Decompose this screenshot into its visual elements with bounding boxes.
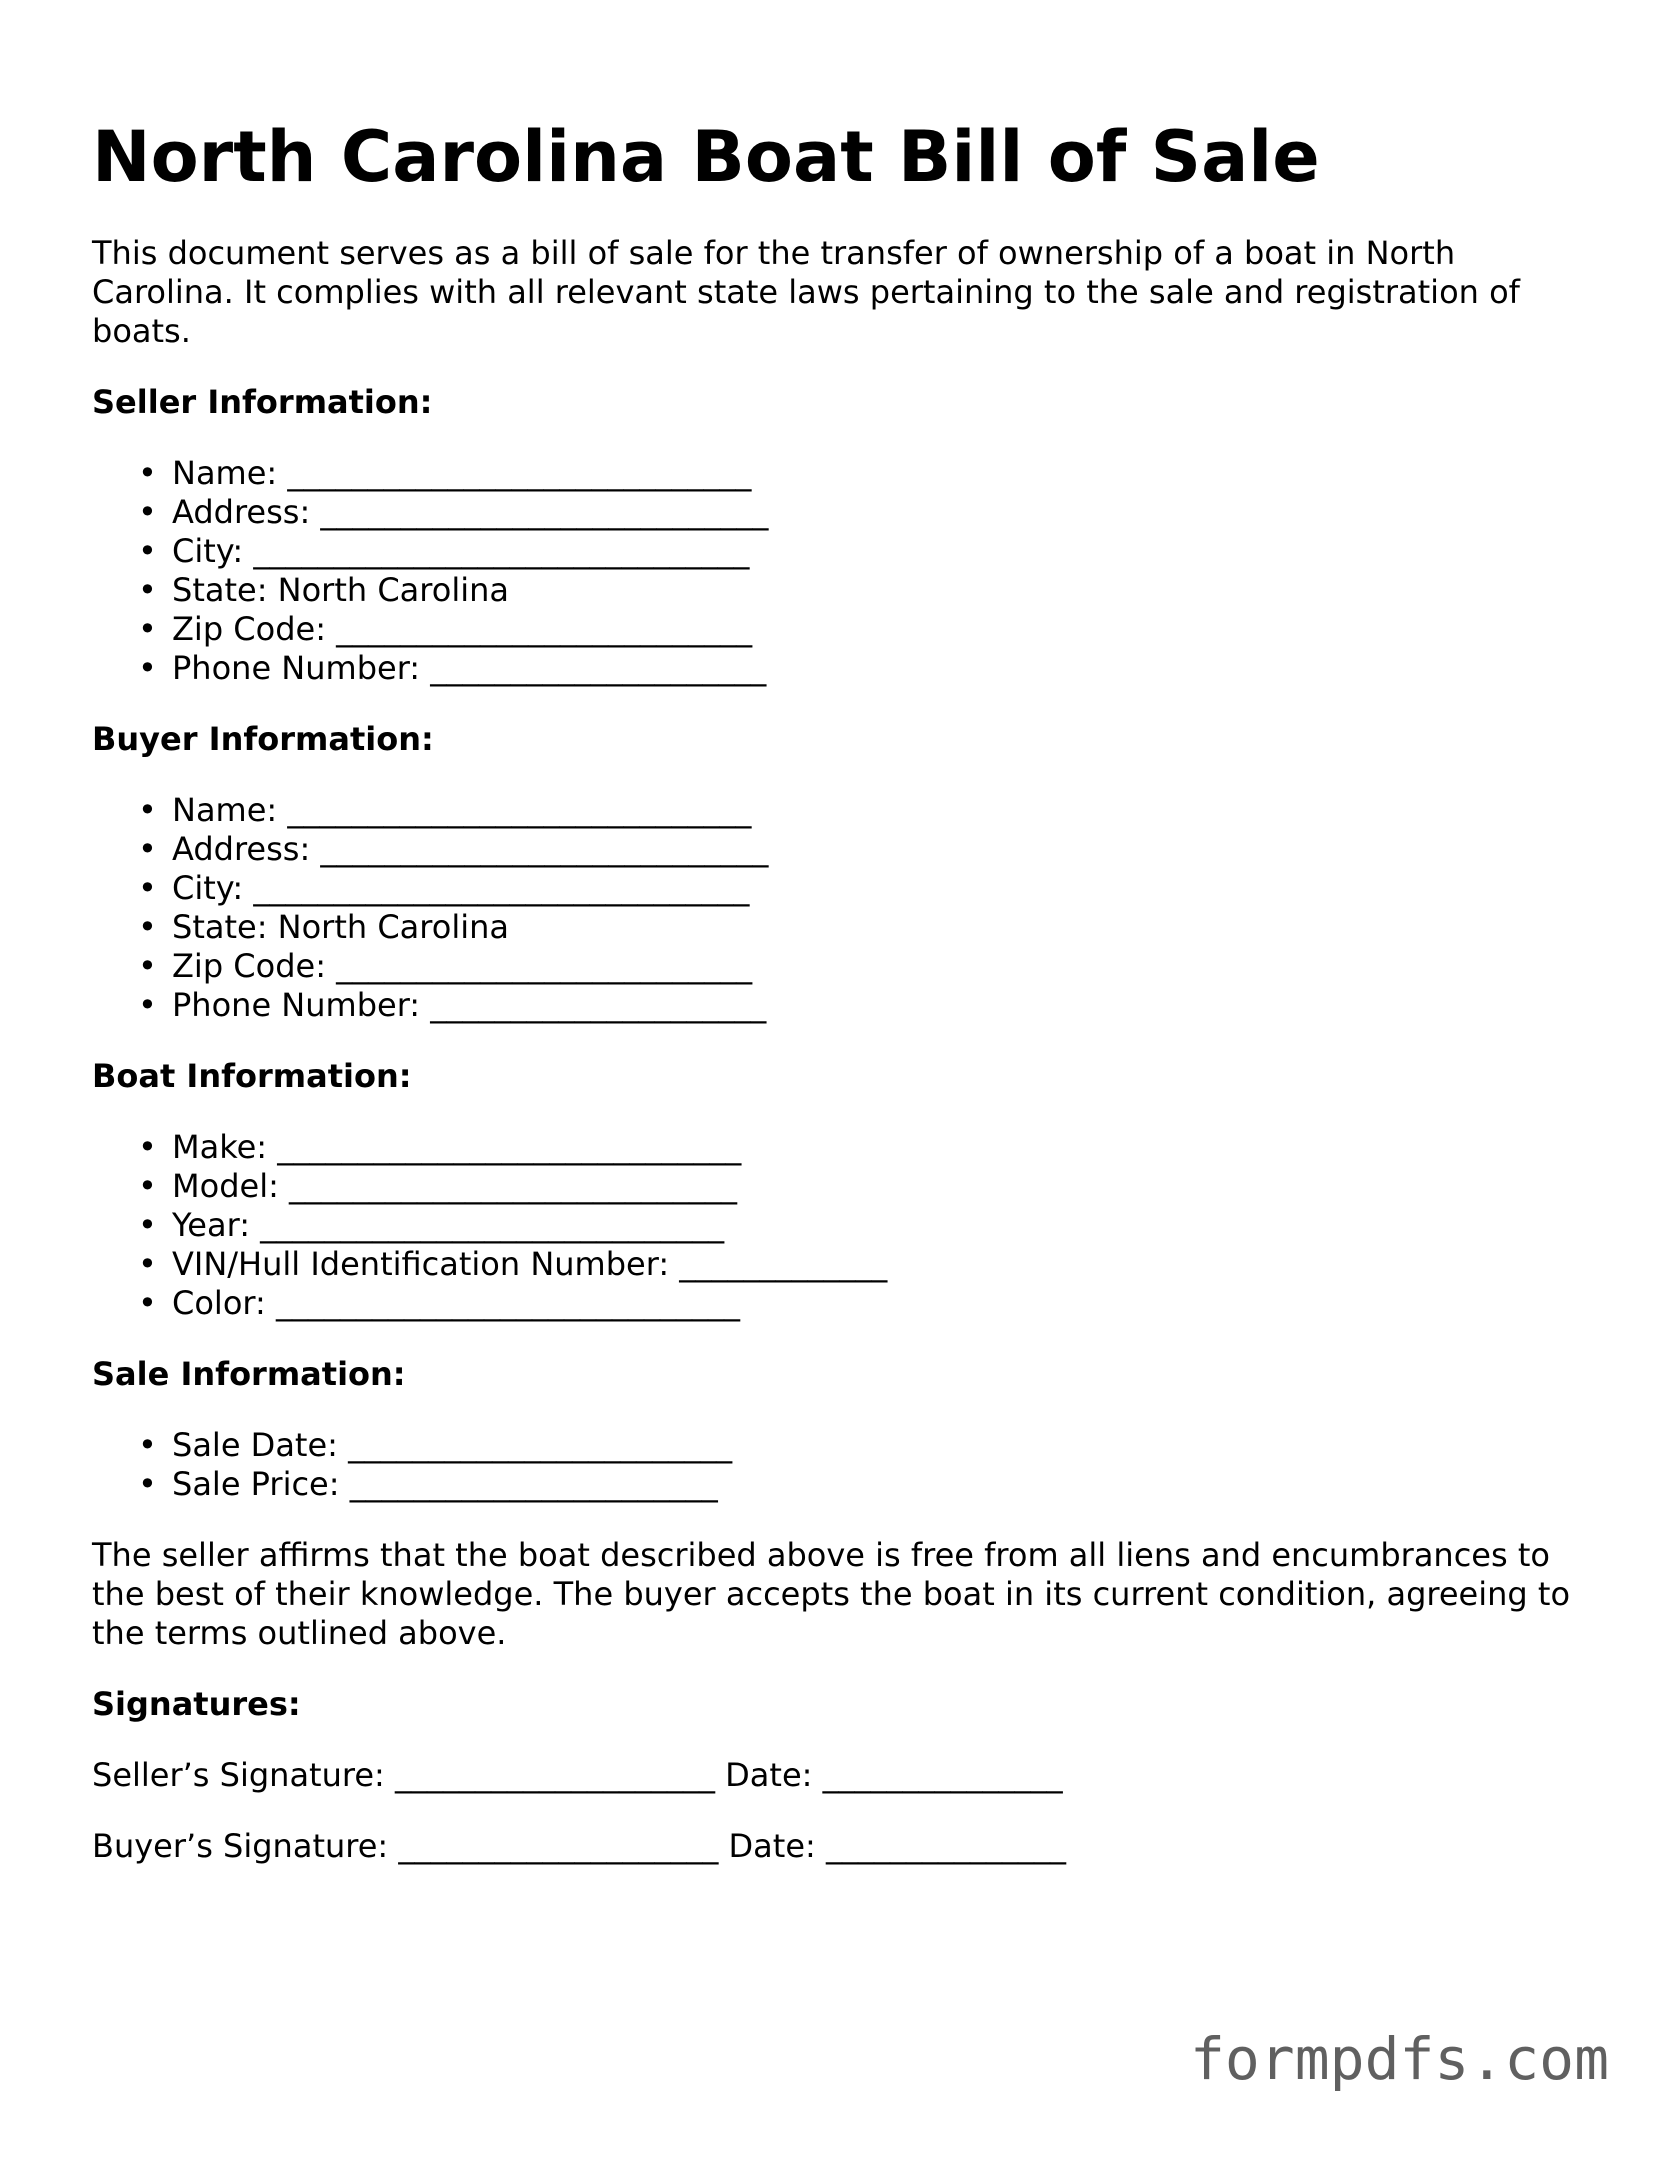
- bullet-icon: •: [138, 1128, 157, 1166]
- watermark-text: formpdfs.com: [1189, 2025, 1609, 2093]
- affirmation-paragraph: The seller affirms that the boat described above is free from all liens and encumbrances to the best of their knowledge. The buyer accepts the boat in its current condition, agreeing to the terms outlined above.: [92, 1536, 1571, 1652]
- seller-section-heading: Seller Information:: [92, 383, 433, 421]
- intro-paragraph: This document serves as a bill of sale for the transfer of ownership of a boat in North Carolina. It complies with all relevant state laws pertaining to the sale and registration of boats.: [92, 234, 1520, 350]
- buyer-signature-line: Buyer’s Signature: ____________________ Date: _______________: [92, 1827, 1066, 1865]
- seller-name-field: • Name: _____________________________: [138, 454, 752, 492]
- seller-phone-field: • Phone Number: _____________________: [138, 649, 767, 687]
- sale-price-field: • Sale Price: _______________________: [138, 1465, 718, 1503]
- bullet-icon: •: [138, 869, 157, 907]
- document-page: [92, 112, 1572, 1866]
- bullet-icon: •: [138, 986, 157, 1024]
- seller-field-list: [92, 454, 1572, 688]
- page-title: North Carolina Boat Bill of Sale: [92, 116, 1320, 198]
- bullet-icon: •: [138, 791, 157, 829]
- buyer-city-field: • City: _______________________________: [138, 869, 750, 907]
- boat-year-field: • Year: _____________________________: [138, 1206, 725, 1244]
- signatures-section-heading: Signatures:: [92, 1685, 301, 1723]
- seller-city-field: • City: _______________________________: [138, 532, 750, 570]
- bullet-icon: •: [138, 1167, 157, 1205]
- bullet-icon: •: [138, 1284, 157, 1322]
- bullet-icon: •: [138, 947, 157, 985]
- buyer-name-field: • Name: _____________________________: [138, 791, 752, 829]
- boat-make-field: • Make: _____________________________: [138, 1128, 742, 1166]
- buyer-section-heading: Buyer Information:: [92, 720, 434, 758]
- sale-field-list: [92, 1426, 1572, 1504]
- boat-section-heading: Boat Information:: [92, 1057, 412, 1095]
- bullet-icon: •: [138, 454, 157, 492]
- boat-hull-id-field: • VIN/Hull Identification Number: _____________: [138, 1245, 888, 1283]
- sale-section-heading: Sale Information:: [92, 1355, 406, 1393]
- seller-signature-line: Seller’s Signature: ____________________ Date: _______________: [92, 1756, 1063, 1794]
- bullet-icon: •: [138, 571, 157, 609]
- bullet-icon: •: [138, 649, 157, 687]
- bullet-icon: •: [138, 1206, 157, 1244]
- bullet-icon: •: [138, 1426, 157, 1464]
- seller-zip-field: • Zip Code: __________________________: [138, 610, 753, 648]
- bullet-icon: •: [138, 908, 157, 946]
- bullet-icon: •: [138, 532, 157, 570]
- buyer-address-field: • Address: ____________________________: [138, 830, 769, 868]
- sale-date-field: • Sale Date: ________________________: [138, 1426, 733, 1464]
- bullet-icon: •: [138, 830, 157, 868]
- buyer-phone-field: • Phone Number: _____________________: [138, 986, 767, 1024]
- bullet-icon: •: [138, 493, 157, 531]
- buyer-zip-field: • Zip Code: __________________________: [138, 947, 753, 985]
- seller-address-field: • Address: ____________________________: [138, 493, 769, 531]
- bullet-icon: •: [138, 1465, 157, 1503]
- boat-model-field: • Model: ____________________________: [138, 1167, 738, 1205]
- boat-field-list: [92, 1128, 1572, 1323]
- seller-state-field: • State: North Carolina: [138, 571, 509, 609]
- buyer-field-list: [92, 791, 1572, 1025]
- bullet-icon: •: [138, 1245, 157, 1283]
- bullet-icon: •: [138, 610, 157, 648]
- boat-color-field: • Color: _____________________________: [138, 1284, 740, 1322]
- buyer-state-field: • State: North Carolina: [138, 908, 509, 946]
